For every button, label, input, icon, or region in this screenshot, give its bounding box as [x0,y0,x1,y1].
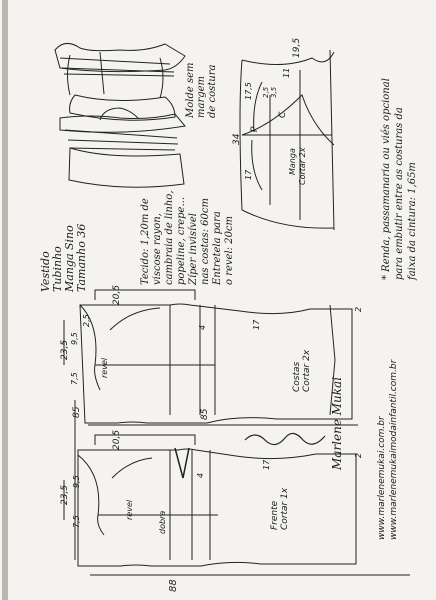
costas-dim-23-5: 23,5 [60,339,70,360]
costas-dim-17: 17 [252,319,261,330]
note-entretela: Entretela para [212,211,223,285]
sleeve-note-2: margem [196,75,207,118]
dim-88: 88 [168,579,179,592]
sleeve-dim-34: 34 [232,133,242,145]
costas-cortar: Cortar 2x [302,349,312,392]
frente-dim-20-5: 20,5 [112,429,122,450]
footnote-line-1: * Renda, passamanaria ou viés opcional [381,78,392,280]
costas-dim-2: 2 [354,306,363,312]
sleeve-note-1: Molde sem [185,62,196,118]
websites [376,360,400,540]
frente-dim-7-5: 7,5 [72,515,81,528]
signature: Marlene Mukai [330,376,344,470]
frente-dim-23-5: 23,5 [60,484,70,505]
website-line-2[interactable]: www.marlenemukaimodainfantil.com.br [389,359,399,540]
sleeve-dim-3-5: 3,5 [270,86,278,98]
frente-pattern [78,448,356,566]
frente-label [270,488,290,530]
sleeve-label-c: C [278,111,288,118]
frente-dobra: dobra [158,510,167,534]
sleeve-dim-2-5: 2,5 [262,86,270,98]
note-fabric-3: cambraia de linho, [164,190,175,285]
footnote [380,78,419,280]
sleeve-label-p: P [250,126,260,132]
costas-dim-2-5: 2,5 [82,314,91,327]
sleeve-note [185,63,218,119]
sleeve-label-manga: Manga [288,148,297,175]
dress-sketch-front [55,43,185,120]
sleeve-note-3: de costura [207,64,218,118]
title-line-2: Tubinho [51,246,64,292]
note-fabric-2: viscose rayon, [152,213,163,285]
note-ziper: Zíper invisível [188,212,199,285]
title-line-1: Vestido [39,251,52,292]
note-entretela-2: o revel: 20cm [224,215,235,285]
frente-dim-4: 4 [196,472,205,478]
costas-dim-85: 85 [72,406,82,418]
fabric-notes [140,190,236,285]
costas-title: Costas [292,361,302,392]
costas-revel: revel [100,357,109,378]
frente-revel: revel [125,499,134,520]
note-fabric-4: popeline, crepe... [176,196,187,285]
frente-cortar: Cortar 1x [280,487,290,530]
sleeve-label-cortar: Cortar 2x [298,147,307,185]
costas-dim-4: 4 [198,324,207,330]
note-ziper-2: nas costas: 60cm [200,198,211,285]
title-line-4: Tamanho 36 [75,223,88,292]
sleeve-dim-19-5: 19,5 [292,37,302,58]
title-line-3: Manga Sino [63,225,76,292]
signature-scribble [245,433,325,444]
sleeve-dim-11: 11 [282,67,291,78]
frente-dim-2: 2 [354,452,363,458]
frente-dim-9-5: 9,5 [72,475,81,488]
costas-dim-9-5: 9,5 [70,332,79,345]
sleeve-dim-17: 17 [244,169,253,180]
note-tecido: Tecido: 1,20m de [140,198,151,285]
costas-dim-20-5: 20,5 [112,284,122,305]
frente-dim-85: 85 [200,408,210,420]
frente-title: Frente [270,500,280,530]
footnote-line-2: para embutir entre as costuras da [394,107,405,280]
costas-dim-7-5: 7,5 [70,372,79,385]
website-line-1[interactable]: www.marlenemukai.com.br [377,416,387,540]
sleeve-dim-17-5: 17,5 [244,82,253,100]
title-block [40,224,88,292]
footnote-line-3: faixa da cintura: 1,65m [407,162,418,280]
costas-label [292,350,312,392]
frente-dim-17: 17 [262,459,271,470]
